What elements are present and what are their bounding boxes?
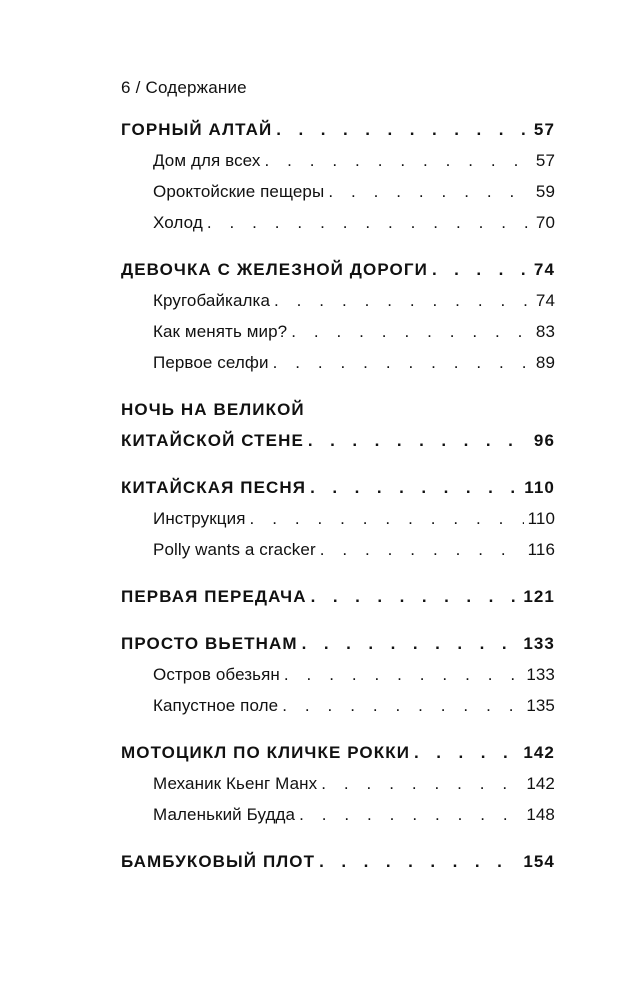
chapter-page: 110 [524, 478, 555, 497]
chapter-title: КИТАЙСКАЯ ПЕСНЯ [121, 478, 307, 497]
dot-leader [284, 659, 522, 690]
chapter-title: ГОРНЫЙ АЛТАЙ [121, 120, 273, 139]
dot-leader [274, 285, 532, 316]
dot-leader [207, 207, 532, 238]
toc-item[interactable] [121, 316, 555, 347]
toc-item[interactable] [121, 534, 555, 565]
running-head-separator: / [135, 78, 141, 97]
chapter-page: 154 [523, 852, 555, 871]
toc-chapter-kitaiskaya-pesnya[interactable] [121, 472, 555, 503]
toc-chapter-devochka[interactable] [121, 254, 555, 285]
page-number: 6 [121, 78, 131, 97]
dot-leader [321, 768, 522, 799]
item-page: 110 [527, 509, 555, 528]
dot-leader [308, 425, 530, 456]
toc-chapter-bambukovy-plot[interactable] [121, 846, 555, 877]
dot-leader [319, 846, 519, 877]
dot-leader [302, 628, 520, 659]
table-of-contents [121, 114, 555, 877]
dot-leader [291, 316, 532, 347]
item-title: Polly wants a cracker [153, 540, 316, 559]
item-page: 83 [535, 322, 555, 341]
chapter-page: 121 [523, 587, 555, 606]
toc-item[interactable] [121, 347, 555, 378]
item-title: Остров обезьян [153, 665, 280, 684]
chapter-page: 74 [533, 260, 555, 279]
item-page: 59 [535, 182, 555, 201]
toc-item[interactable] [121, 207, 555, 238]
dot-leader [432, 254, 530, 285]
toc-chapter-pervaya-peredacha[interactable] [121, 581, 555, 612]
item-page: 135 [526, 696, 555, 715]
item-title: Механик Кьенг Манх [153, 774, 318, 793]
dot-leader [250, 503, 524, 534]
chapter-title: ДЕВОЧКА С ЖЕЛЕЗНОЙ ДОРОГИ [121, 260, 428, 279]
chapter-title: ПЕРВАЯ ПЕРЕДАЧА [121, 587, 307, 606]
toc-item[interactable] [121, 768, 555, 799]
toc-chapter-gorny-altai[interactable] [121, 114, 555, 145]
toc-chapter-mototsikl[interactable] [121, 737, 555, 768]
dot-leader [299, 799, 522, 830]
item-title: Ороктойские пещеры [153, 182, 325, 201]
item-page: 142 [526, 774, 555, 793]
dot-leader [311, 581, 520, 612]
item-page: 89 [535, 353, 555, 372]
item-title: Маленький Будда [153, 805, 296, 824]
item-page: 70 [535, 213, 555, 232]
item-page: 148 [526, 805, 555, 824]
item-page: 57 [535, 151, 555, 170]
toc-item[interactable] [121, 503, 555, 534]
chapter-page: 133 [523, 634, 555, 653]
item-title: Дом для всех [153, 151, 261, 170]
item-title: Первое селфи [153, 353, 269, 372]
toc-item[interactable] [121, 176, 555, 207]
dot-leader [414, 737, 519, 768]
dot-leader [264, 145, 531, 176]
chapter-title: БАМБУКОВЫЙ ПЛОТ [121, 852, 316, 871]
dot-leader [276, 114, 530, 145]
toc-item[interactable] [121, 690, 555, 721]
item-title: Холод [153, 213, 203, 232]
chapter-title: МОТОЦИКЛ ПО КЛИЧКЕ РОККИ [121, 743, 411, 762]
dot-leader [282, 690, 522, 721]
dot-leader [320, 534, 524, 565]
chapter-title: ПРОСТО ВЬЕТНАМ [121, 634, 298, 653]
running-head [121, 78, 247, 98]
dot-leader [328, 176, 532, 207]
toc-item[interactable] [121, 145, 555, 176]
toc-item[interactable] [121, 799, 555, 830]
chapter-page: 96 [533, 431, 555, 450]
item-title: Капустное поле [153, 696, 279, 715]
item-page: 116 [527, 540, 555, 559]
toc-chapter-noch[interactable] [121, 425, 555, 456]
item-page: 133 [526, 665, 555, 684]
toc-chapter-prosto-vietnam[interactable] [121, 628, 555, 659]
toc-item[interactable] [121, 659, 555, 690]
dot-leader [310, 472, 520, 503]
toc-item[interactable] [121, 285, 555, 316]
chapter-page: 142 [523, 743, 555, 762]
chapter-page: 57 [533, 120, 555, 139]
item-page: 74 [535, 291, 555, 310]
chapter-title-line1[interactable]: НОЧЬ НА ВЕЛИКОЙ [121, 400, 305, 419]
chapter-title-line2: КИТАЙСКОЙ СТЕНЕ [121, 431, 304, 450]
dot-leader [273, 347, 532, 378]
item-title: Инструкция [153, 509, 246, 528]
running-head-section: Содержание [145, 78, 247, 97]
item-title: Как менять мир? [153, 322, 288, 341]
item-title: Кругобайкалка [153, 291, 270, 310]
